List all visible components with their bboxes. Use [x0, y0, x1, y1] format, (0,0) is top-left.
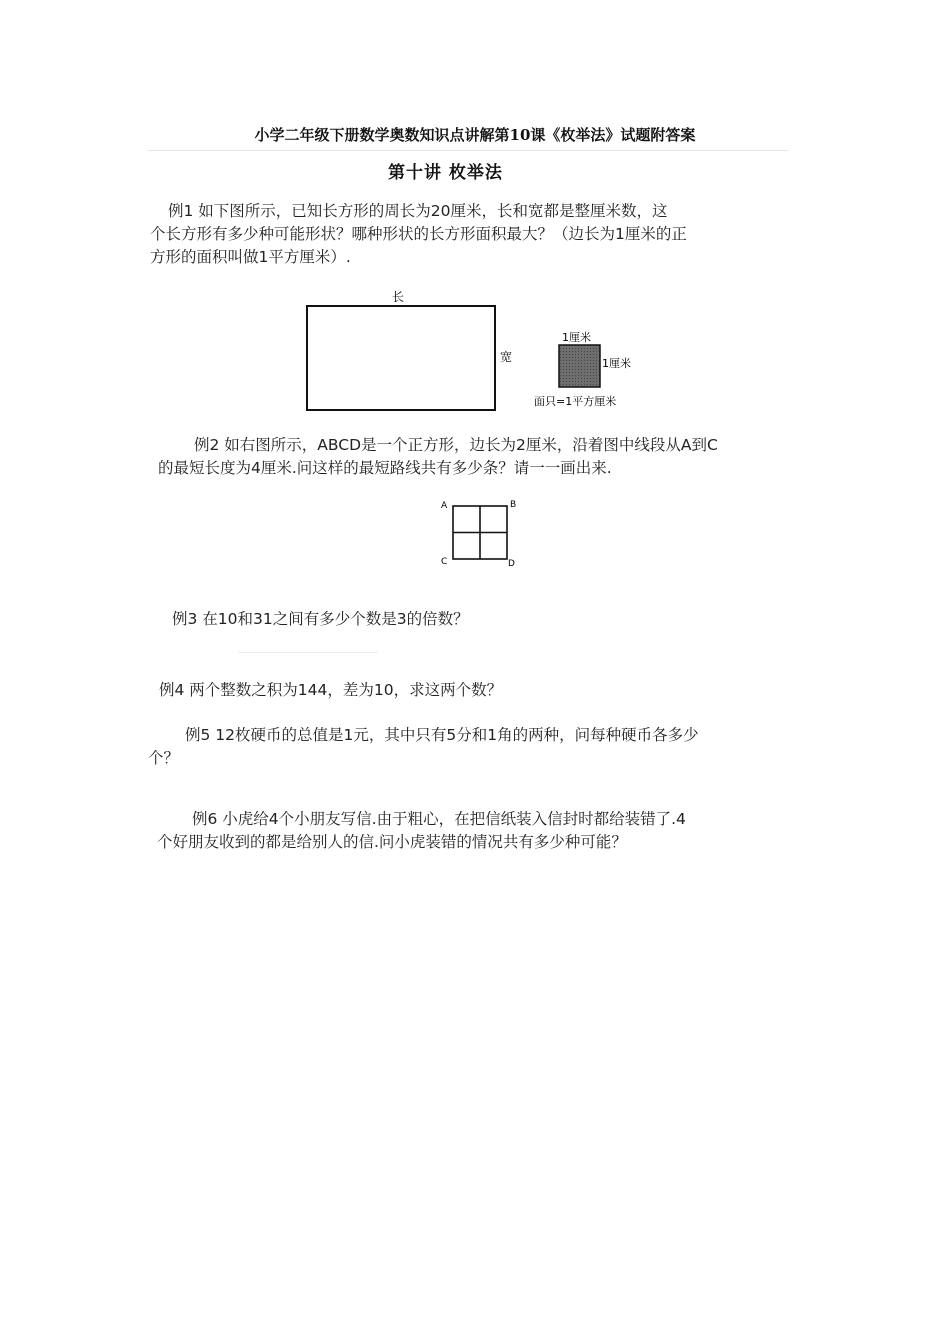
rectangle-length-label: 长 [392, 290, 405, 304]
unit-square-area-label: 面只=1平方厘米 [534, 395, 617, 408]
figure-rectangle-unit-square [290, 285, 660, 415]
faint-divider [238, 652, 378, 653]
corner-label-a: A [441, 501, 448, 511]
example-5-line-2: 个？ [148, 749, 180, 767]
example-6-line-2: 个好朋友收到的都是给别人的信.问小虎装错的情况共有多少种可能？ [157, 833, 627, 851]
rectangle-shape [307, 306, 495, 410]
unit-square-side-label: 1厘米 [602, 357, 631, 370]
example-2-line-2: 的最短长度为4厘米.问这样的最短路线共有多少条？请一一画出来. [158, 459, 612, 477]
title-divider [148, 150, 788, 151]
lecture-title: 第十讲 枚举法 [388, 163, 503, 183]
example-4-line-1: 例4 两个整数之积为144，差为10，求这两个数？ [159, 681, 503, 699]
document-title: 小学二年级下册数学奥数知识点讲解第10课《枚举法》试题附答案 [254, 126, 696, 144]
unit-square-shape [559, 345, 600, 387]
example-2-line-1: 例2 如右图所示，ABCD是一个正方形，边长为2厘米，沿着图中线段从A到C [194, 436, 718, 454]
example-1-line-1: 例1 如下图所示，已知长方形的周长为20厘米，长和宽都是整厘米数，这 [168, 202, 668, 220]
example-6-line-1: 例6 小虎给4个小朋友写信.由于粗心，在把信纸装入信封时都给装错了.4 [192, 810, 686, 828]
example-3-line-1: 例3 在10和31之间有多少个数是3的倍数？ [172, 610, 469, 628]
example-1-line-3: 方形的面积叫做1平方厘米）. [150, 248, 351, 266]
corner-label-b: B [510, 500, 517, 510]
rectangle-width-label: 宽 [500, 350, 513, 364]
unit-square-top-label: 1厘米 [562, 331, 591, 344]
corner-label-d: D [508, 559, 515, 569]
corner-label-c: C [441, 557, 448, 567]
figure-grid-square [438, 495, 522, 573]
example-5-line-1: 例5 12枚硬币的总值是1元，其中只有5分和1角的两种，问每种硬币各多少 [185, 726, 699, 744]
example-1-line-2: 个长方形有多少种可能形状？哪种形状的长方形面积最大？（边长为1厘米的正 [150, 225, 687, 243]
